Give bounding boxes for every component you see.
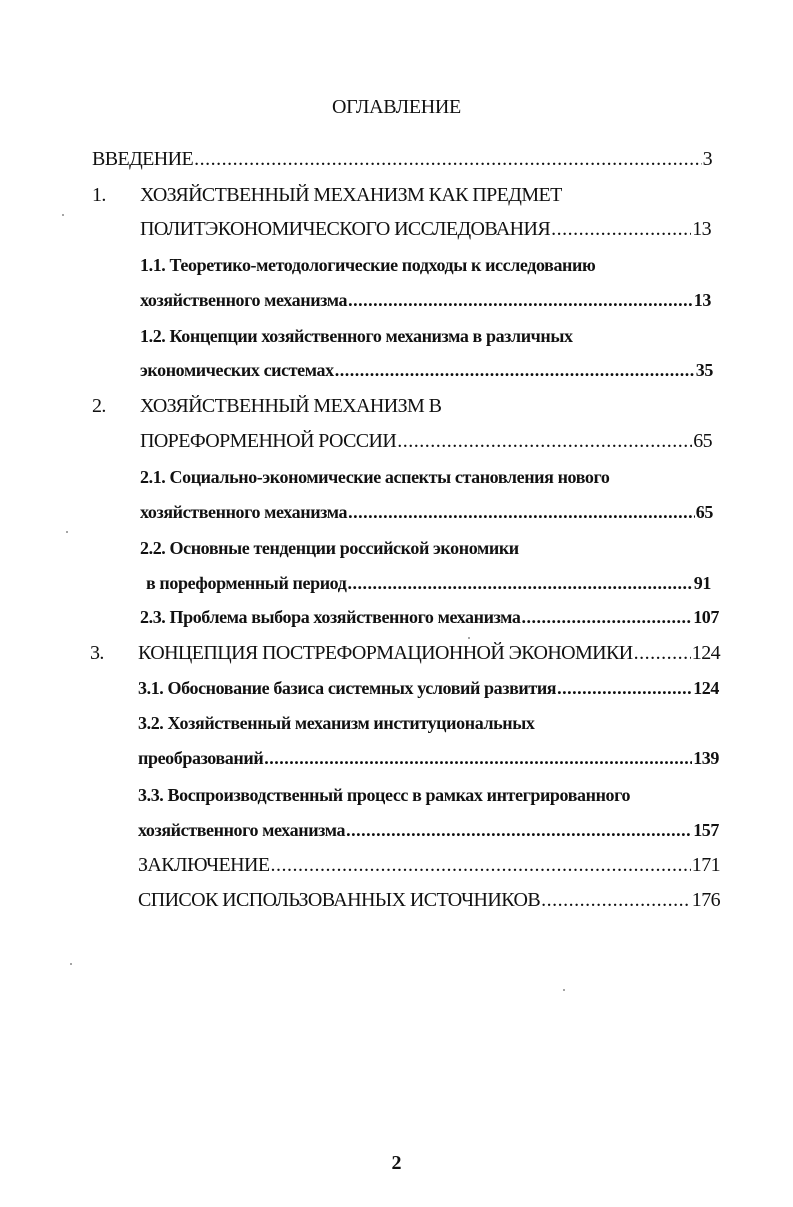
toc-leader-dots xyxy=(557,678,692,699)
toc-entry-text: хозяйственного механизма xyxy=(138,820,346,840)
toc-page-number: 157 xyxy=(693,820,719,840)
scan-speck xyxy=(62,214,64,216)
toc-leader-dots xyxy=(264,748,692,769)
toc-entry-section-2-2 xyxy=(0,538,793,564)
toc-leader-dots xyxy=(541,889,691,912)
toc-entry-chapter-1 xyxy=(0,184,793,210)
toc-entry-text: КОНЦЕПЦИЯ ПОСТРЕФОРМАЦИОННОЙ ЭКОНОМИКИ xyxy=(138,642,633,664)
scan-speck xyxy=(563,989,565,991)
toc-entry-text: 1.1. Теоретико-методологические подходы к исследованию xyxy=(140,255,596,275)
toc-page-number: 35 xyxy=(695,360,713,380)
toc-page-number: 91 xyxy=(693,573,711,593)
toc-entry-section-3-2 xyxy=(0,713,793,739)
toc-entry-text: 2.3. Проблема выбора хозяйственного механизма xyxy=(140,607,521,627)
toc-entry-section-3-2-cont xyxy=(0,748,793,774)
toc-entry-introduction xyxy=(0,148,793,174)
toc-entry-text: ХОЗЯЙСТВЕННЫЙ МЕХАНИЗМ КАК ПРЕДМЕТ xyxy=(140,184,562,206)
toc-entry-section-2-1-cont xyxy=(0,502,793,528)
toc-leader-dots xyxy=(270,854,690,877)
toc-entry-chapter-2 xyxy=(0,395,793,421)
toc-entry-text: ЗАКЛЮЧЕНИЕ xyxy=(138,854,270,876)
toc-entry-text: СПИСОК ИСПОЛЬЗОВАННЫХ ИСТОЧНИКОВ xyxy=(138,889,541,911)
toc-chapter-number: 3. xyxy=(90,642,104,664)
toc-entry-chapter-2-cont xyxy=(0,430,793,456)
toc-entry-text: преобразований xyxy=(138,748,264,768)
toc-entry-text: 3.1. Обоснование базиса системных условий развития xyxy=(138,678,557,698)
toc-leader-dots xyxy=(348,502,695,523)
toc-entry-text: ВВЕДЕНИЕ xyxy=(92,148,194,170)
toc-leader-dots xyxy=(346,820,692,841)
toc-entry-chapter-1-cont xyxy=(0,218,793,244)
toc-leader-dots xyxy=(522,607,693,628)
toc-entry-text: 3.2. Хозяйственный механизм институциональных xyxy=(138,713,535,733)
toc-page-number: 65 xyxy=(695,502,713,522)
toc-chapter-number: 1. xyxy=(92,184,106,206)
toc-entry-conclusion xyxy=(0,854,793,880)
toc-leader-dots xyxy=(347,573,692,594)
toc-page-number: 13 xyxy=(692,218,711,240)
toc-page-number: 3 xyxy=(702,148,712,170)
toc-entry-section-2-1 xyxy=(0,467,793,493)
toc-entry-section-1-2-cont xyxy=(0,360,793,386)
toc-leader-dots xyxy=(335,360,695,381)
toc-page-number: 124 xyxy=(691,642,720,664)
toc-entry-text: экономических системах xyxy=(140,360,334,380)
toc-entry-section-1-1-cont xyxy=(0,290,793,316)
scan-speck xyxy=(66,531,68,533)
toc-entry-section-3-3-cont xyxy=(0,820,793,846)
scan-speck xyxy=(70,963,72,965)
toc-entry-text: 3.3. Воспроизводственный процесс в рамках интегрированного xyxy=(138,785,631,805)
toc-entry-text: 2.1. Социально-экономические аспекты становления нового xyxy=(140,467,610,487)
toc-page-number: 65 xyxy=(693,430,712,452)
toc-entry-text: ХОЗЯЙСТВЕННЫЙ МЕХАНИЗМ В xyxy=(140,395,442,417)
page-number: 2 xyxy=(391,1152,402,1174)
toc-entry-text: хозяйственного механизма xyxy=(140,290,348,310)
toc-page-number: 107 xyxy=(693,607,719,627)
toc-page-number: 13 xyxy=(693,290,711,310)
toc-leader-dots xyxy=(551,218,691,241)
toc-leader-dots xyxy=(634,642,691,665)
toc-entry-section-3-1 xyxy=(0,678,793,704)
toc-page-number: 171 xyxy=(691,854,720,876)
toc-entry-section-1-2 xyxy=(0,326,793,352)
toc-entry-bibliography xyxy=(0,889,793,915)
toc-leader-dots xyxy=(194,148,702,171)
toc-entry-text: 2.2. Основные тенденции российской экономики xyxy=(140,538,519,558)
toc-entry-section-2-2-cont xyxy=(0,573,793,599)
toc-page-number: 124 xyxy=(693,678,719,698)
toc-entry-section-1-1 xyxy=(0,255,793,281)
toc-title: ОГЛАВЛЕНИЕ xyxy=(332,96,461,118)
toc-leader-dots xyxy=(397,430,692,453)
toc-entry-chapter-3 xyxy=(0,642,793,668)
toc-chapter-number: 2. xyxy=(92,395,106,417)
toc-entry-text: ПОРЕФОРМЕННОЙ РОССИИ xyxy=(140,430,397,452)
toc-page-number: 176 xyxy=(691,889,720,911)
scan-speck xyxy=(468,637,470,639)
toc-entry-section-2-3 xyxy=(0,607,793,633)
toc-entry-section-3-3 xyxy=(0,785,793,811)
toc-entry-text: в пореформенный период xyxy=(146,573,347,593)
toc-entry-text: 1.2. Концепции хозяйственного механизма в различных xyxy=(140,326,573,346)
toc-page-number: 139 xyxy=(693,748,719,768)
toc-entry-text: хозяйственного механизма xyxy=(140,502,348,522)
toc-entry-text: ПОЛИТЭКОНОМИЧЕСКОГО ИССЛЕДОВАНИЯ xyxy=(140,218,551,240)
toc-leader-dots xyxy=(348,290,693,311)
